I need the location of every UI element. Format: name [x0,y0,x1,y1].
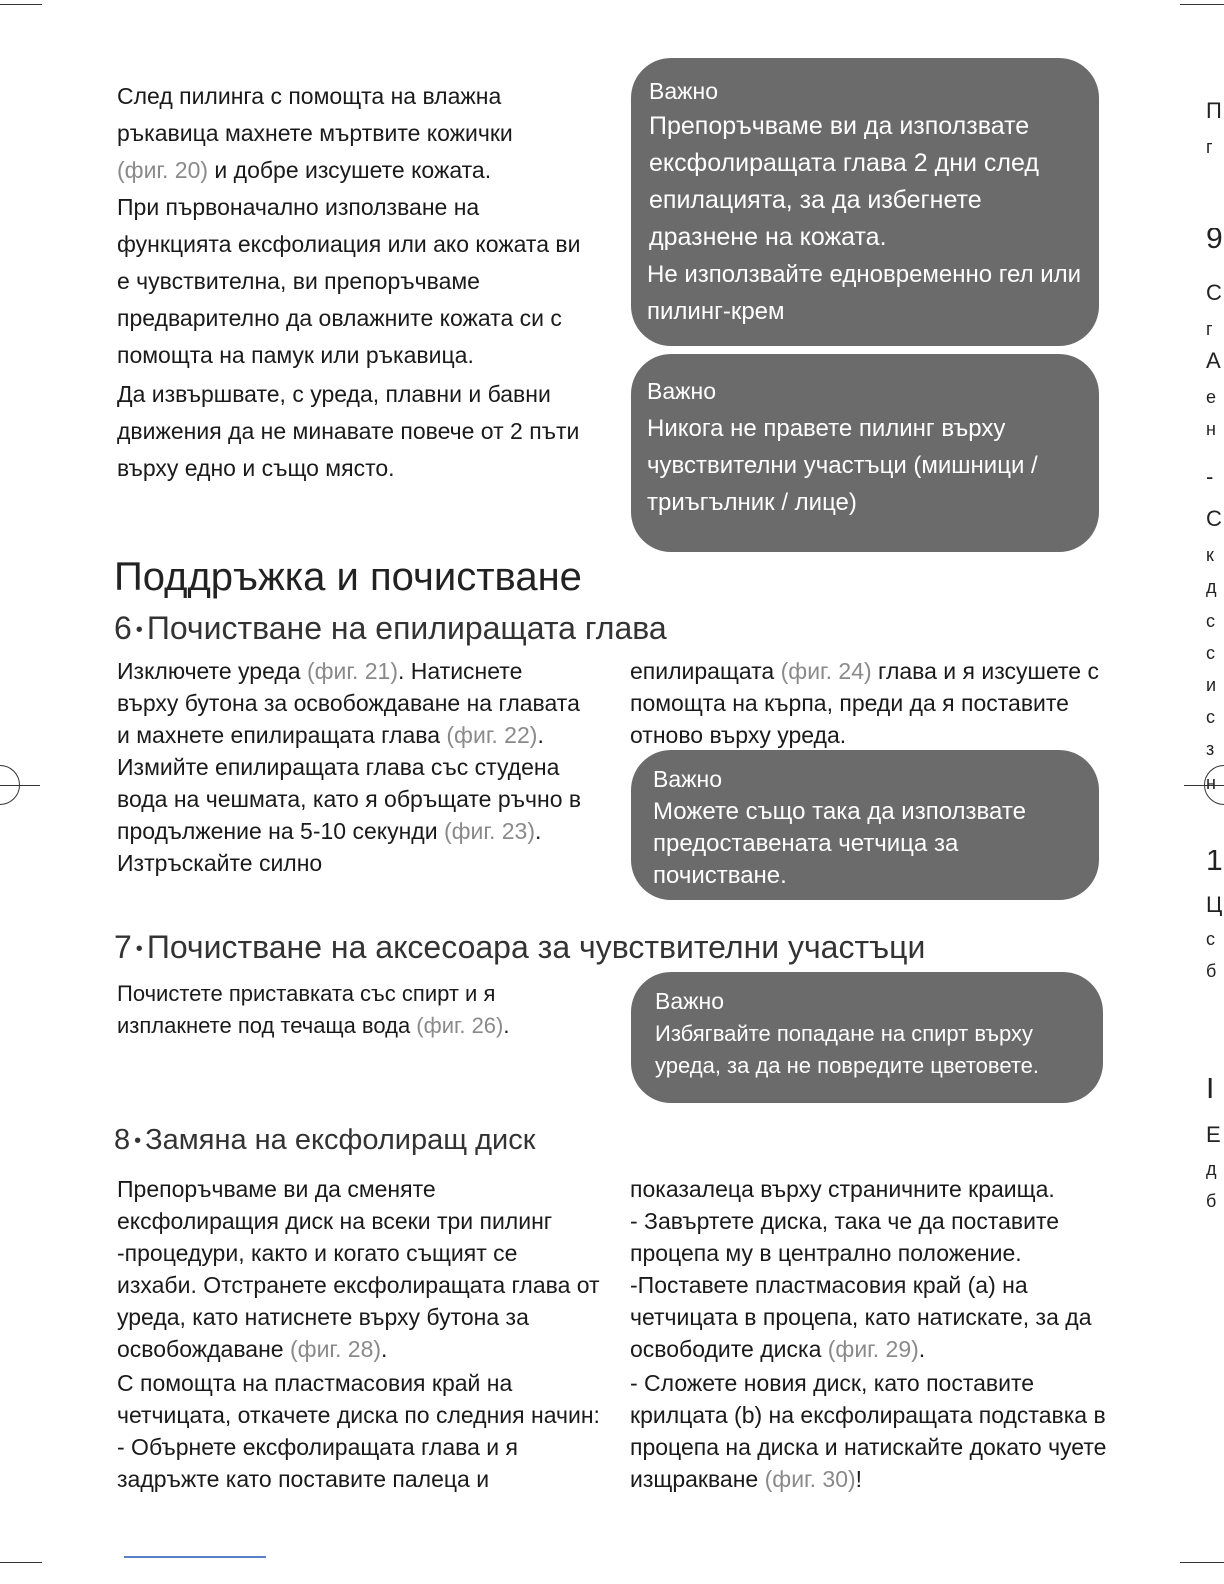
fig-ref-29: (фиг. 29) [827,1336,919,1362]
adjacent-page-glyph: з [1206,739,1215,759]
adjacent-page-glyph: Е [1206,1124,1221,1146]
section-title: Почистване на епилиращата глава [146,610,667,646]
adjacent-page-glyph: г [1206,319,1213,339]
box-title: Важно [649,78,719,104]
fig-ref-22: (фиг. 22) [446,722,538,748]
box-text: Никога не правете пилинг върху чувствителни участъци (мишници / триъгълник / лице) [647,415,1038,516]
text: -Поставете пластмасовия край (a) на четчицата в процепа, като натискате, за да освободите диска [630,1272,1092,1362]
bullet-icon: • [135,619,143,642]
fig-ref-23: (фиг. 23) [443,818,535,844]
section-6-heading [114,610,667,647]
box-text: Препоръчваме ви да използвате ексфолиращата глава 2 дни след епилацията, за да избегнете дразнене на кожата. [649,112,1039,251]
adjacent-page-glyph: е [1206,387,1217,407]
fig-ref-28: (фиг. 28) [289,1336,382,1362]
intro-p3: Да извършвате, с уреда, плавни и бавни движения да не минавате повече от 2 пъти върху едно и също място. [117,381,580,481]
adjacent-page-glyph: с [1206,611,1215,631]
section-8-col1 [117,1173,602,1495]
section-8-col2-p4 [630,1367,1120,1495]
section-8-col2-p3 [630,1269,1120,1365]
adjacent-page-glyph: 9 [1206,228,1223,250]
box-title: Важно [653,766,723,792]
text: . Изтръскайте силно [117,818,542,876]
text: Изключете уреда [117,658,307,684]
section-title: Почистване на аксесоара за чувствителни участъци [146,929,926,965]
box-text: Можете също така да използвате предоставената четчица за почистване. [653,798,1026,889]
bullet-icon: • [134,1129,142,1152]
section-8-heading [114,1124,535,1157]
crop-mark-bottom-left [0,1562,42,1563]
bullet-icon: • [135,938,143,961]
adjacent-page-glyph: С [1206,508,1222,530]
section-6-col1 [117,655,587,879]
text: . [381,1336,388,1362]
section-8-col2 [630,1173,1120,1495]
adjacent-page-glyph: I [1206,1078,1215,1100]
text: епилиращата [630,658,781,684]
box-title: Важно [655,988,725,1014]
adjacent-page-glyph: г [1206,137,1213,157]
text: . Натиснете върху бутона за освобождаване на главата и махнете епилиращата глава [117,658,580,748]
adjacent-page-glyph: с [1206,707,1215,727]
text: глава и я изсушете с помощта на кърпа, преди да я поставите отново върху уреда. [630,658,1099,748]
adjacent-page-glyph: и [1206,675,1217,695]
crop-mark-bottom-right [1180,1562,1224,1563]
text: Почистете приставката със спирт и я изплакнете под течаща вода [117,981,496,1038]
text: ! [855,1466,863,1492]
adjacent-page-glyph: С [1206,282,1222,304]
adjacent-page-glyph: Ц [1206,894,1223,916]
text: . [503,1013,510,1038]
intro-p2: При първоначално използване на функцията ексфолиация или ако кожата ви е чувствителна, ви препоръчваме предварително да овлажните кожата си с помощта на памук или ръкавица. [117,194,581,368]
adjacent-page-glyph: н [1206,773,1216,793]
adjacent-page-glyph: б [1206,961,1217,981]
section-number: 7 [114,929,132,965]
box-text: Избягвайте попадане на спирт върху уреда, за да не повредите цветовете. [655,1021,1040,1078]
crop-mark-top-right [1180,4,1224,5]
section-number: 8 [114,1124,131,1156]
intro-text [117,78,597,487]
section-7-text [117,978,557,1042]
box-title: Важно [647,378,717,404]
section-number: 6 [114,610,132,646]
adjacent-page-glyph: д [1206,1159,1217,1179]
text: . Измийте епилиращата глава със студена вода на чешмата, като я обръщате ръчно в продължение на 5-10 секунди [117,722,582,844]
page-heading: Поддръжка и почистване [114,555,582,599]
adjacent-page-glyph: с [1206,643,1215,663]
fig-ref-20: (фиг. 20) [117,157,209,183]
intro-p1-line-b: ръкавица махнете мъртвите кожички [117,120,513,146]
intro-p1-line-c: и добре изсушете кожата. [208,157,492,183]
fig-ref-21: (фиг. 21) [306,658,398,684]
crop-mark-top-left [0,4,42,5]
section-title: Замяна на ексфолиращ диск [145,1124,536,1156]
section-6-col2 [630,655,1115,751]
section-8-col1-p1 [117,1173,602,1365]
registration-line-left [0,785,40,786]
adjacent-page-glyph: д [1206,577,1217,597]
adjacent-page-glyph: б [1206,1191,1217,1211]
fig-ref-30: (фиг. 30) [764,1466,856,1492]
text: Препоръчваме ви да сменяте ексфолиращия диск на всеки три пилинг -процедури, както и когато същият се изхаби. Отстранете ексфолиращата глава от уреда, като натиснете върху бутона за освобождаване [117,1176,600,1362]
section-8-col2-p1: показалеца върху страничните краища. [630,1176,1055,1202]
intro-p1 [117,78,597,189]
fig-ref-24: (фиг. 24) [780,658,872,684]
box-text-2: Не използвайте едновременно гел или пилинг-крем [647,261,1082,325]
fig-ref-26: (фиг. 26) [416,1013,504,1038]
adjacent-page-glyph: к [1206,545,1214,565]
text: . [918,1336,926,1362]
important-box-4 [631,972,1103,1103]
text: - Сложете новия диск, като поставите крилцата (b) на ексфолиращата подставка в процепа на диска и натискайте докато чуете изщракване [630,1370,1107,1492]
important-box-2 [631,354,1099,552]
bottom-rule [124,1556,266,1558]
section-7-heading [114,929,925,966]
section-8-col1-p2: С помощта на пластмасовия край на четчицата, откачете диска по следния начин: - Обърнете ексфолиращата глава и я задръжте като поставите палеца и [117,1370,600,1492]
adjacent-page-glyph: П [1206,100,1222,122]
section-8-col2-p2: - Завъртете диска, така че да поставите процепа му в централно положение. [630,1208,1060,1266]
adjacent-page-glyph: А [1206,350,1221,372]
important-box-3 [631,750,1099,900]
adjacent-page-glyph: н [1206,419,1216,439]
intro-p1-line-a: След пилинга с помощта на влажна [117,83,502,109]
adjacent-page-glyph: - [1206,466,1214,488]
adjacent-page-glyph: 1 [1206,850,1223,872]
important-box-1 [631,58,1099,346]
adjacent-page-glyph: с [1206,929,1215,949]
